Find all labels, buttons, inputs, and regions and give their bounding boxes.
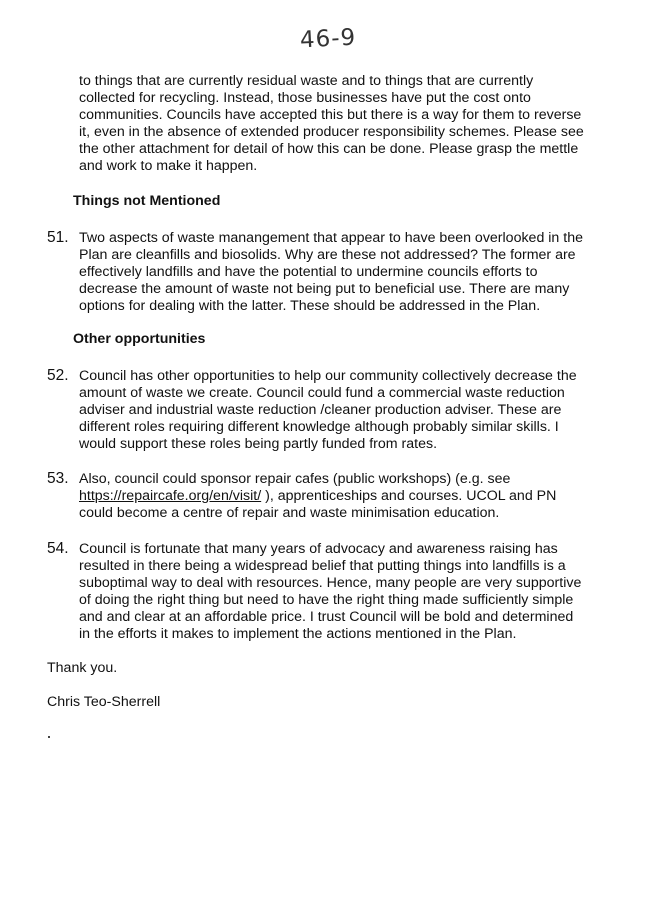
section-heading-things-not-mentioned: Things not Mentioned <box>73 193 221 209</box>
continuation-paragraph <box>79 73 619 175</box>
text-line: Two aspects of waste manangement that appear to have been overlooked in the <box>79 230 583 246</box>
text-line: Also, council could sponsor repair cafes (public workshops) (e.g. see <box>79 471 511 487</box>
item-number-53: 53. <box>47 470 69 487</box>
text-line: it, even in the absence of extended producer responsibility schemes. Please see <box>79 124 584 140</box>
text-line: decrease the amount of waste not being put to beneficial use. There are many <box>79 281 570 297</box>
text-line: in the efforts it makes to implement the actions mentioned in the Plan. <box>79 626 517 642</box>
text-line: effectively landfills and have the potential to undermine councils efforts to <box>79 264 538 280</box>
text-line: Council has other opportunities to help our community collectively decrease the <box>79 368 577 384</box>
stray-mark <box>48 736 50 738</box>
text-line: amount of waste we create. Council could fund a commercial waste reduction <box>79 385 565 401</box>
closing-text: Thank you. <box>47 660 118 676</box>
text-line: collected for recycling. Instead, those businesses have put the cost onto <box>79 90 531 106</box>
repair-cafe-link[interactable]: https://repaircafe.org/en/visit/ <box>79 488 262 504</box>
text-line: could become a centre of repair and waste minimisation education. <box>79 505 500 521</box>
text-line: different roles requiring different knowledge although probably similar skills. I <box>79 419 559 435</box>
text-line: suboptimal way to deal with resources. Hence, many people are very supportive <box>79 575 582 591</box>
item-53-text <box>79 471 619 522</box>
text-line: communities. Councils have accepted this but there is a way for them to reverse <box>79 107 582 123</box>
section-heading-other-opportunities: Other opportunities <box>73 331 206 347</box>
text-line: and work to make it happen. <box>79 158 258 174</box>
item-52-text <box>79 368 619 453</box>
text-line: would support these roles being partly funded from rates. <box>79 436 438 452</box>
item-number-51: 51. <box>47 229 69 246</box>
text-line: Council is fortunate that many years of advocacy and awareness raising has <box>79 541 558 557</box>
text-line: and and clear at an affordable price. I trust Council will be bold and determined <box>79 609 574 625</box>
text-line: of doing the right thing but need to have the right thing made sufficiently simple <box>79 592 574 608</box>
text-line: the other attachment for detail of how this can be done. Please grasp the mettle <box>79 141 579 157</box>
text-line: to things that are currently residual waste and to things that are currently <box>79 73 534 89</box>
handwritten-page-number: 46-9 <box>299 24 357 54</box>
signature-name: Chris Teo-Sherrell <box>47 694 161 710</box>
text-line: adviser and industrial waste reduction /cleaner production adviser. These are <box>79 402 562 418</box>
item-number-54: 54. <box>47 540 69 557</box>
text-line: resulted in there being a widespread belief that putting things into landfills is a <box>79 558 566 574</box>
item-51-text <box>79 230 619 315</box>
item-number-52: 52. <box>47 367 69 384</box>
text-line: options for dealing with the latter. These should be addressed in the Plan. <box>79 298 541 314</box>
text-segment: ), apprenticeships and courses. UCOL and PN <box>261 488 557 504</box>
text-line <box>79 488 619 505</box>
item-54-text <box>79 541 619 643</box>
text-line: Plan are cleanfills and biosolids. Why are these not addressed? The former are <box>79 247 576 263</box>
